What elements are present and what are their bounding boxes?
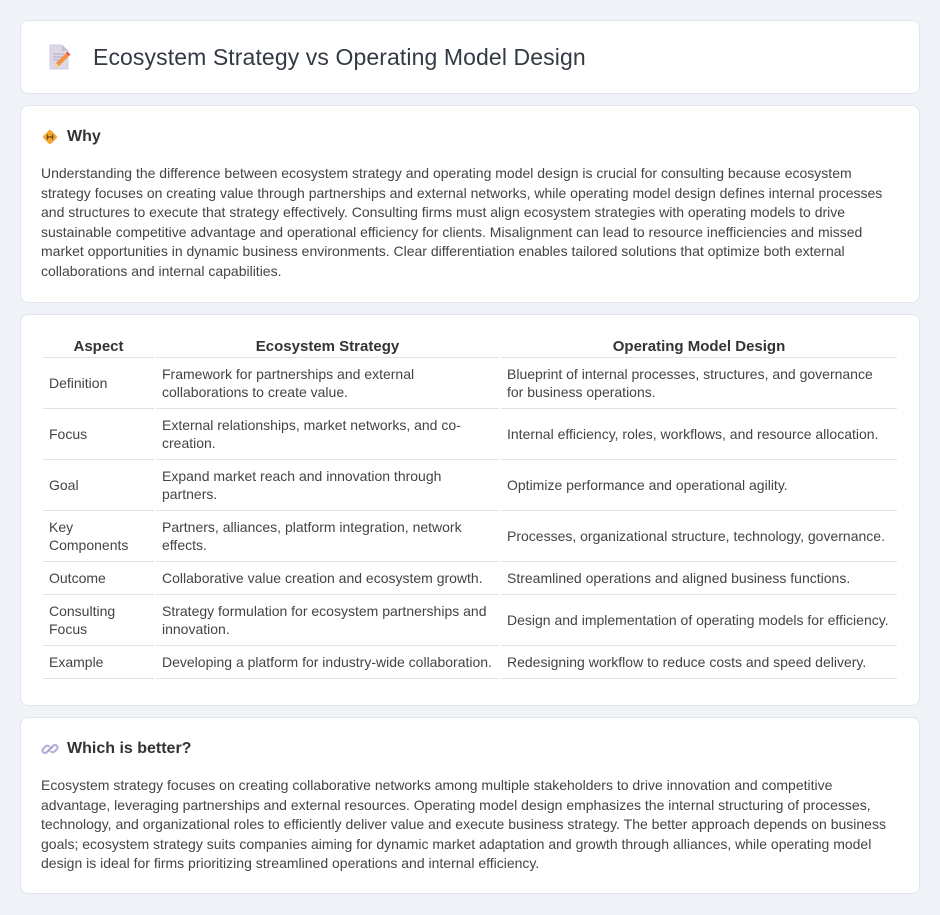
table-row xyxy=(43,409,897,460)
operating-model-cell: Streamlined operations and aligned business functions. xyxy=(501,562,897,595)
why-title: Why xyxy=(67,128,101,145)
aspect-cell: Focus xyxy=(43,409,154,460)
which-heading xyxy=(41,738,899,760)
ecosystem-cell: Strategy formulation for ecosystem partnerships and innovation. xyxy=(156,595,499,646)
aspect-cell: Example xyxy=(43,646,154,679)
ecosystem-cell: Framework for partnerships and external collaborations to create value. xyxy=(156,358,499,409)
header-operating-model-design: Operating Model Design xyxy=(501,335,897,358)
comparison-section xyxy=(20,314,920,706)
aspect-cell: Key Components xyxy=(43,511,154,562)
operating-model-cell: Optimize performance and operational agility. xyxy=(501,460,897,511)
title-card xyxy=(20,20,920,94)
table-row xyxy=(43,562,897,595)
table-row xyxy=(43,358,897,409)
ecosystem-cell: Collaborative value creation and ecosystem growth. xyxy=(156,562,499,595)
header-ecosystem-strategy: Ecosystem Strategy xyxy=(156,335,499,358)
operating-model-cell: Design and implementation of operating models for efficiency. xyxy=(501,595,897,646)
operating-model-cell: Blueprint of internal processes, structures, and governance for business operations. xyxy=(501,358,897,409)
aspect-cell: Definition xyxy=(43,358,154,409)
ecosystem-cell: Expand market reach and innovation through partners. xyxy=(156,460,499,511)
table-row xyxy=(43,511,897,562)
which-title: Which is better? xyxy=(67,740,192,757)
aspect-cell: Outcome xyxy=(43,562,154,595)
operating-model-cell: Internal efficiency, roles, workflows, and resource allocation. xyxy=(501,409,897,460)
why-text: Understanding the difference between ecosystem strategy and operating model design is crucial for consulting because ecosystem strategy focuses on creating value through partnerships and external networks, while operating model design defines internal processes and structures to execute that strategy effectively. Consulting firms must align ecosystem strategies with operating models to drive sustainable competitive advantage and operational efficiency for clients. Misalignment can lead to resource inefficiencies and missed market opportunities in dynamic business environments. Clear differentiation enables tailored solutions that optimize both external collaborations and internal capabilities. xyxy=(41,165,883,279)
operating-model-cell: Redesigning workflow to reduce costs and speed delivery. xyxy=(501,646,897,679)
aspect-cell: Consulting Focus xyxy=(43,595,154,646)
ecosystem-cell: Partners, alliances, platform integration, network effects. xyxy=(156,511,499,562)
document-pencil-icon xyxy=(45,43,73,71)
which-better-section xyxy=(20,717,920,894)
ecosystem-cell: Developing a platform for industry-wide collaboration. xyxy=(156,646,499,679)
header-aspect: Aspect xyxy=(43,335,154,358)
table-row xyxy=(43,646,897,679)
comparison-table xyxy=(41,335,899,679)
table-row xyxy=(43,460,897,511)
ecosystem-cell: External relationships, market networks, and co-creation. xyxy=(156,409,499,460)
page-title: Ecosystem Strategy vs Operating Model Design xyxy=(93,43,586,70)
table-row xyxy=(43,595,897,646)
link-icon xyxy=(41,740,59,758)
which-text: Ecosystem strategy focuses on creating collaborative networks among multiple stakeholders to drive innovation and competitive advantage, leveraging partnerships and external resources. Operating model design emphasizes the internal structuring of processes, technology, and organizational roles to efficiently deliver value and execute business strategy. The better approach depends on business goals; ecosystem strategy suits companies aiming for dynamic market adaptation and growth through alliances, while operating model design is ideal for firms prioritizing streamlined operations and internal efficiency. xyxy=(41,777,886,871)
table-header-row xyxy=(43,335,897,358)
why-section xyxy=(20,105,920,303)
operating-model-cell: Processes, organizational structure, technology, governance. xyxy=(501,511,897,562)
why-heading xyxy=(41,126,899,148)
aspect-cell: Goal xyxy=(43,460,154,511)
road-sign-diamond-icon xyxy=(41,128,59,146)
